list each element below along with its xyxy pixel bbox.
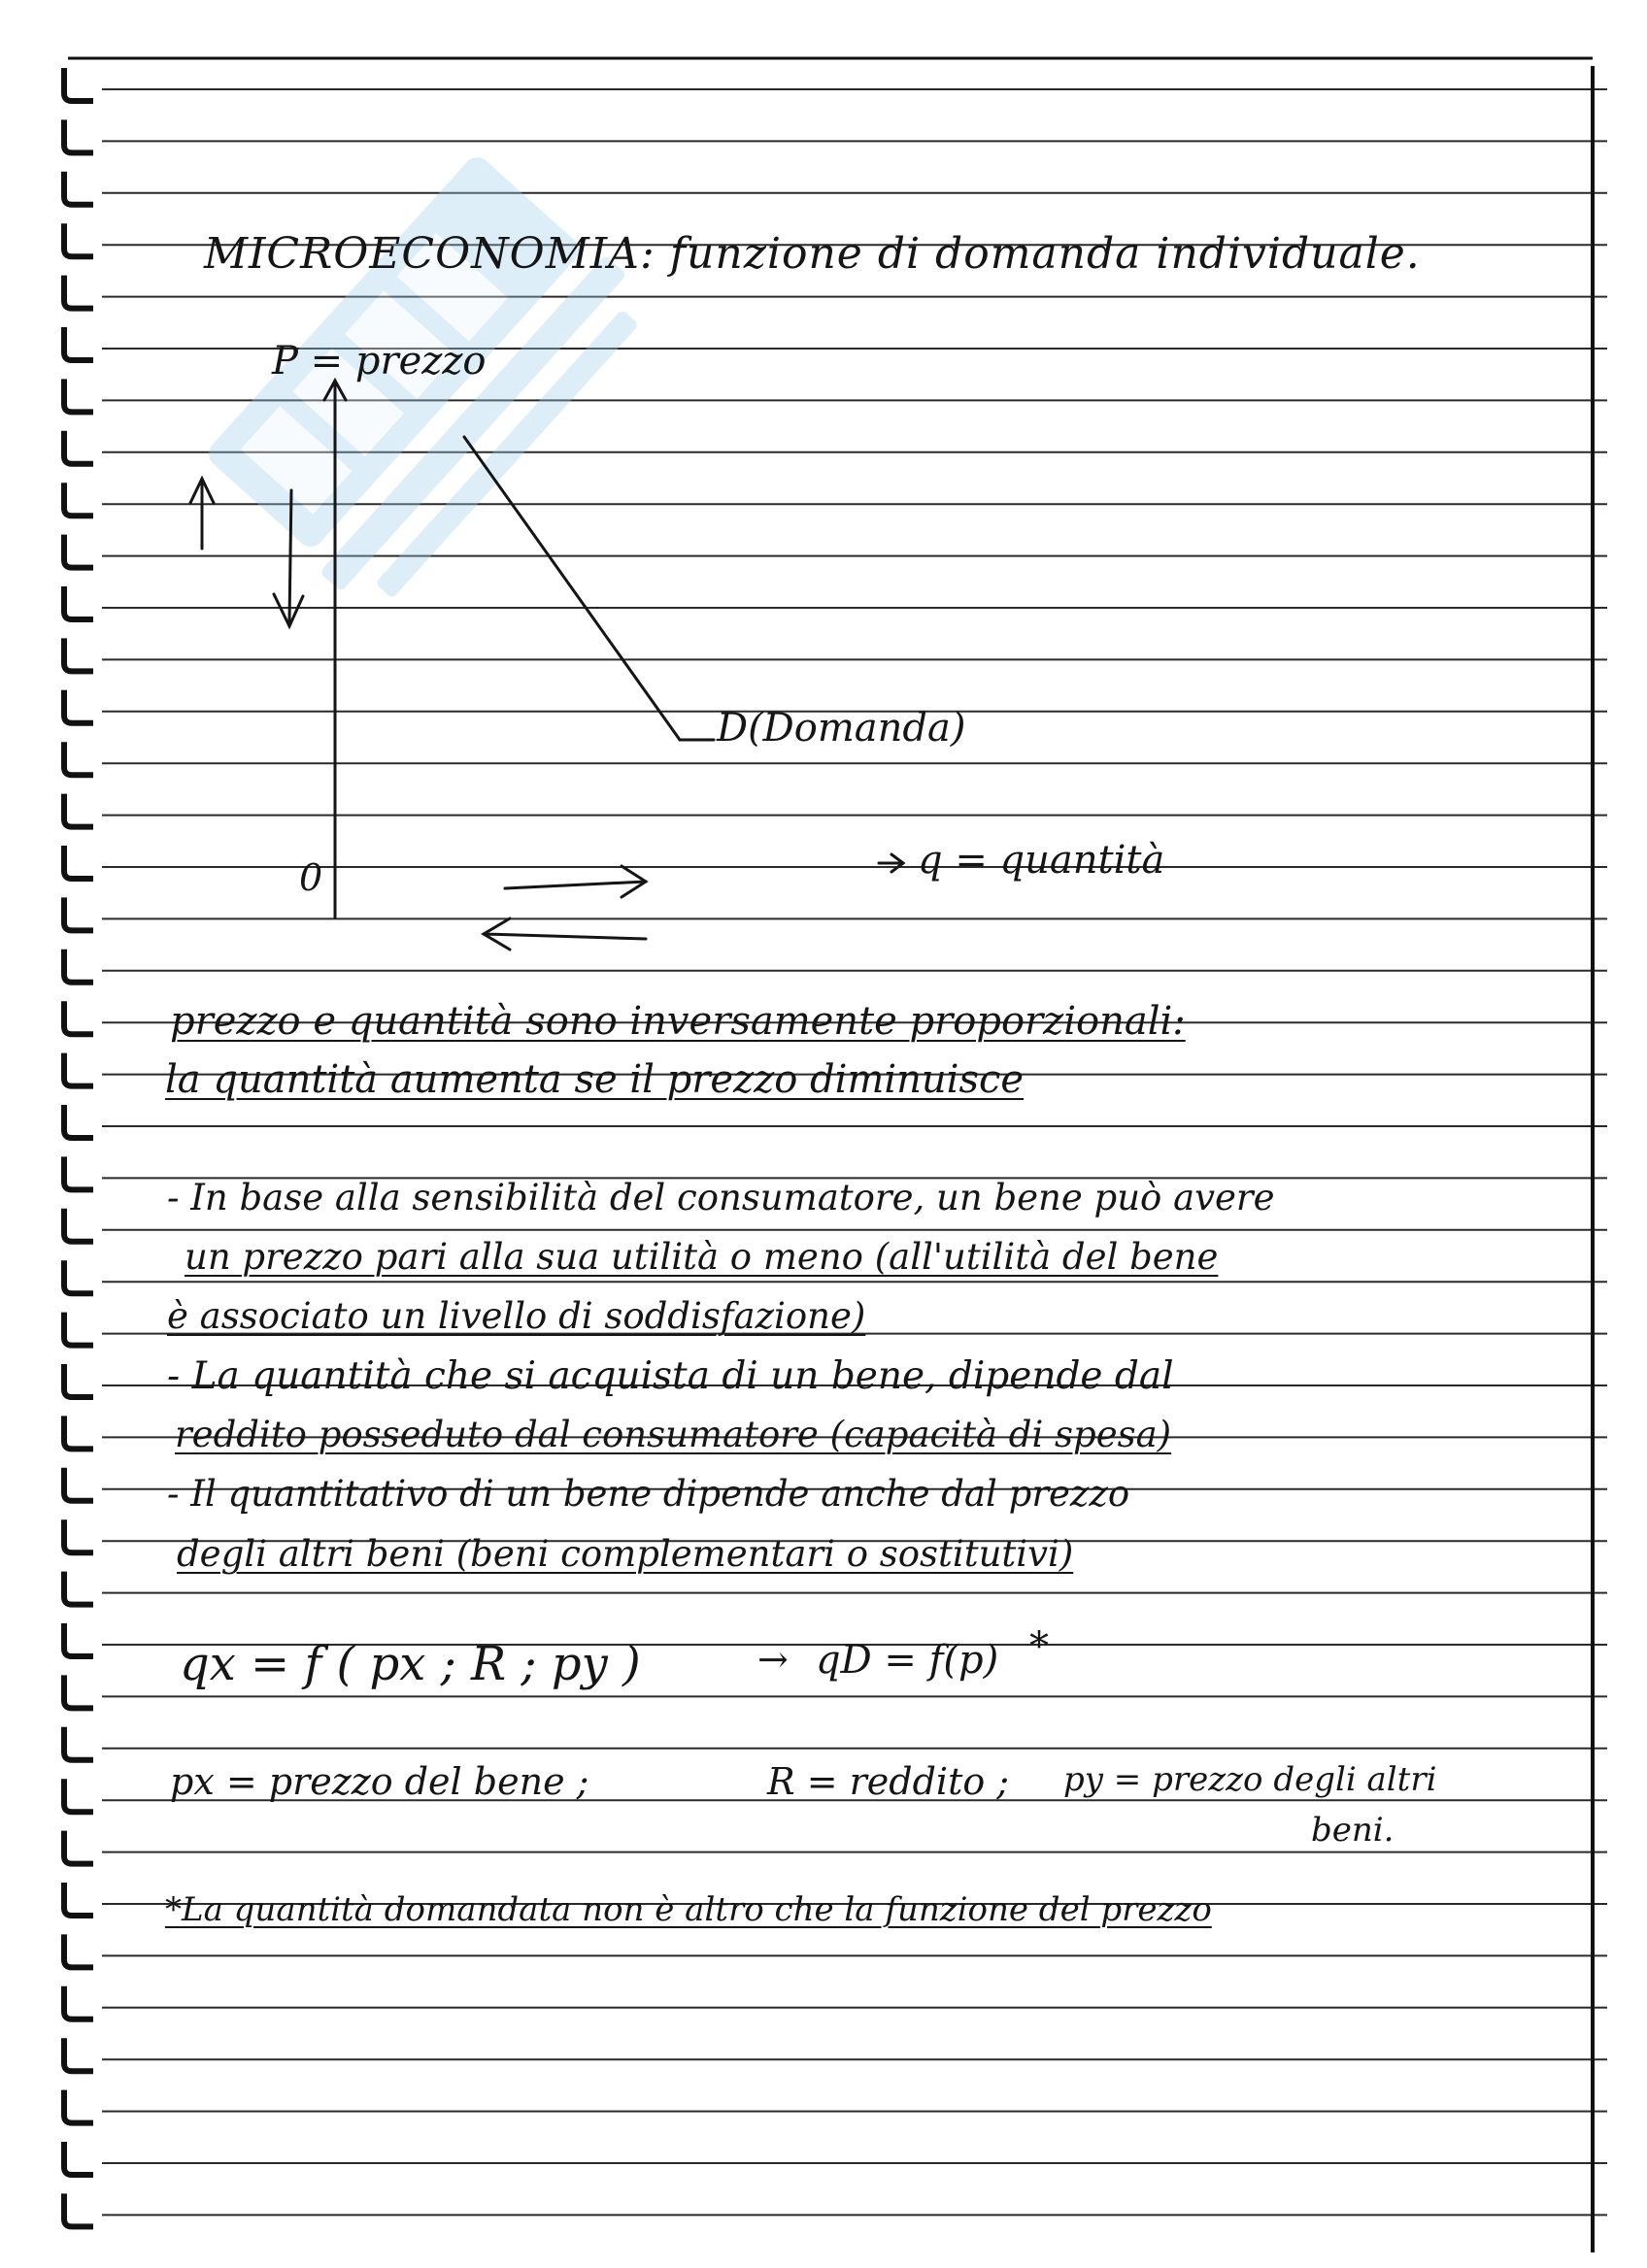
legend-r: R = reddito ; [767, 1760, 1010, 1803]
price-down-arrow [289, 490, 291, 621]
bullet-2-line-2: reddito posseduto dal consumatore (capacità di spesa) [175, 1414, 1172, 1455]
legend-py-continued: beni. [1311, 1811, 1395, 1850]
bullet-1-line-2: un prezzo pari alla sua utilità o meno (all'utilità del bene [185, 1236, 1219, 1278]
bullet-1-line-3: è associato un livello di soddisfazione) [167, 1295, 866, 1337]
bullet-2-line-1: - La quantità che si acquista di un bene, dipende dal [167, 1354, 1174, 1398]
legend-px: px = prezzo del bene ; [170, 1760, 589, 1803]
demand-curve-label: D(Domanda) [717, 706, 966, 750]
demand-function-short: qD = f(p) [816, 1638, 999, 1683]
demand-function-formula: qx = f ( px ; R ; py ) [180, 1637, 641, 1691]
quantity-left-arrow [484, 934, 646, 939]
bullet-1-line-1: - In base alla sensibilità del consumatore, un bene può avere [167, 1177, 1275, 1218]
x-axis-label: q = quantità [918, 838, 1165, 883]
y-axis-label: P = prezzo [272, 339, 487, 384]
footnote: *La quantità domandata non è altro che la funzione del prezzo [165, 1890, 1212, 1929]
statement-line-1: prezzo e quantità sono inversamente proporzionali: [170, 999, 1186, 1044]
formula-arrow: → [757, 1638, 789, 1681]
page-title: MICROECONOMIA: funzione di domanda individuale. [204, 229, 1421, 279]
demand-curve [464, 437, 680, 740]
quantity-right-arrow [505, 882, 646, 888]
origin-label: 0 [299, 856, 323, 899]
statement-line-2: la quantità aumenta se il prezzo diminuisce [165, 1057, 1025, 1102]
legend-py: py = prezzo degli altri [1063, 1760, 1437, 1799]
bullet-3-line-2: degli altri beni (beni complementari o sostitutivi) [177, 1533, 1074, 1575]
bullet-3-line-1: - Il quantitativo di un bene dipende anche dal prezzo [167, 1473, 1130, 1515]
formula-star: * [1029, 1624, 1049, 1669]
